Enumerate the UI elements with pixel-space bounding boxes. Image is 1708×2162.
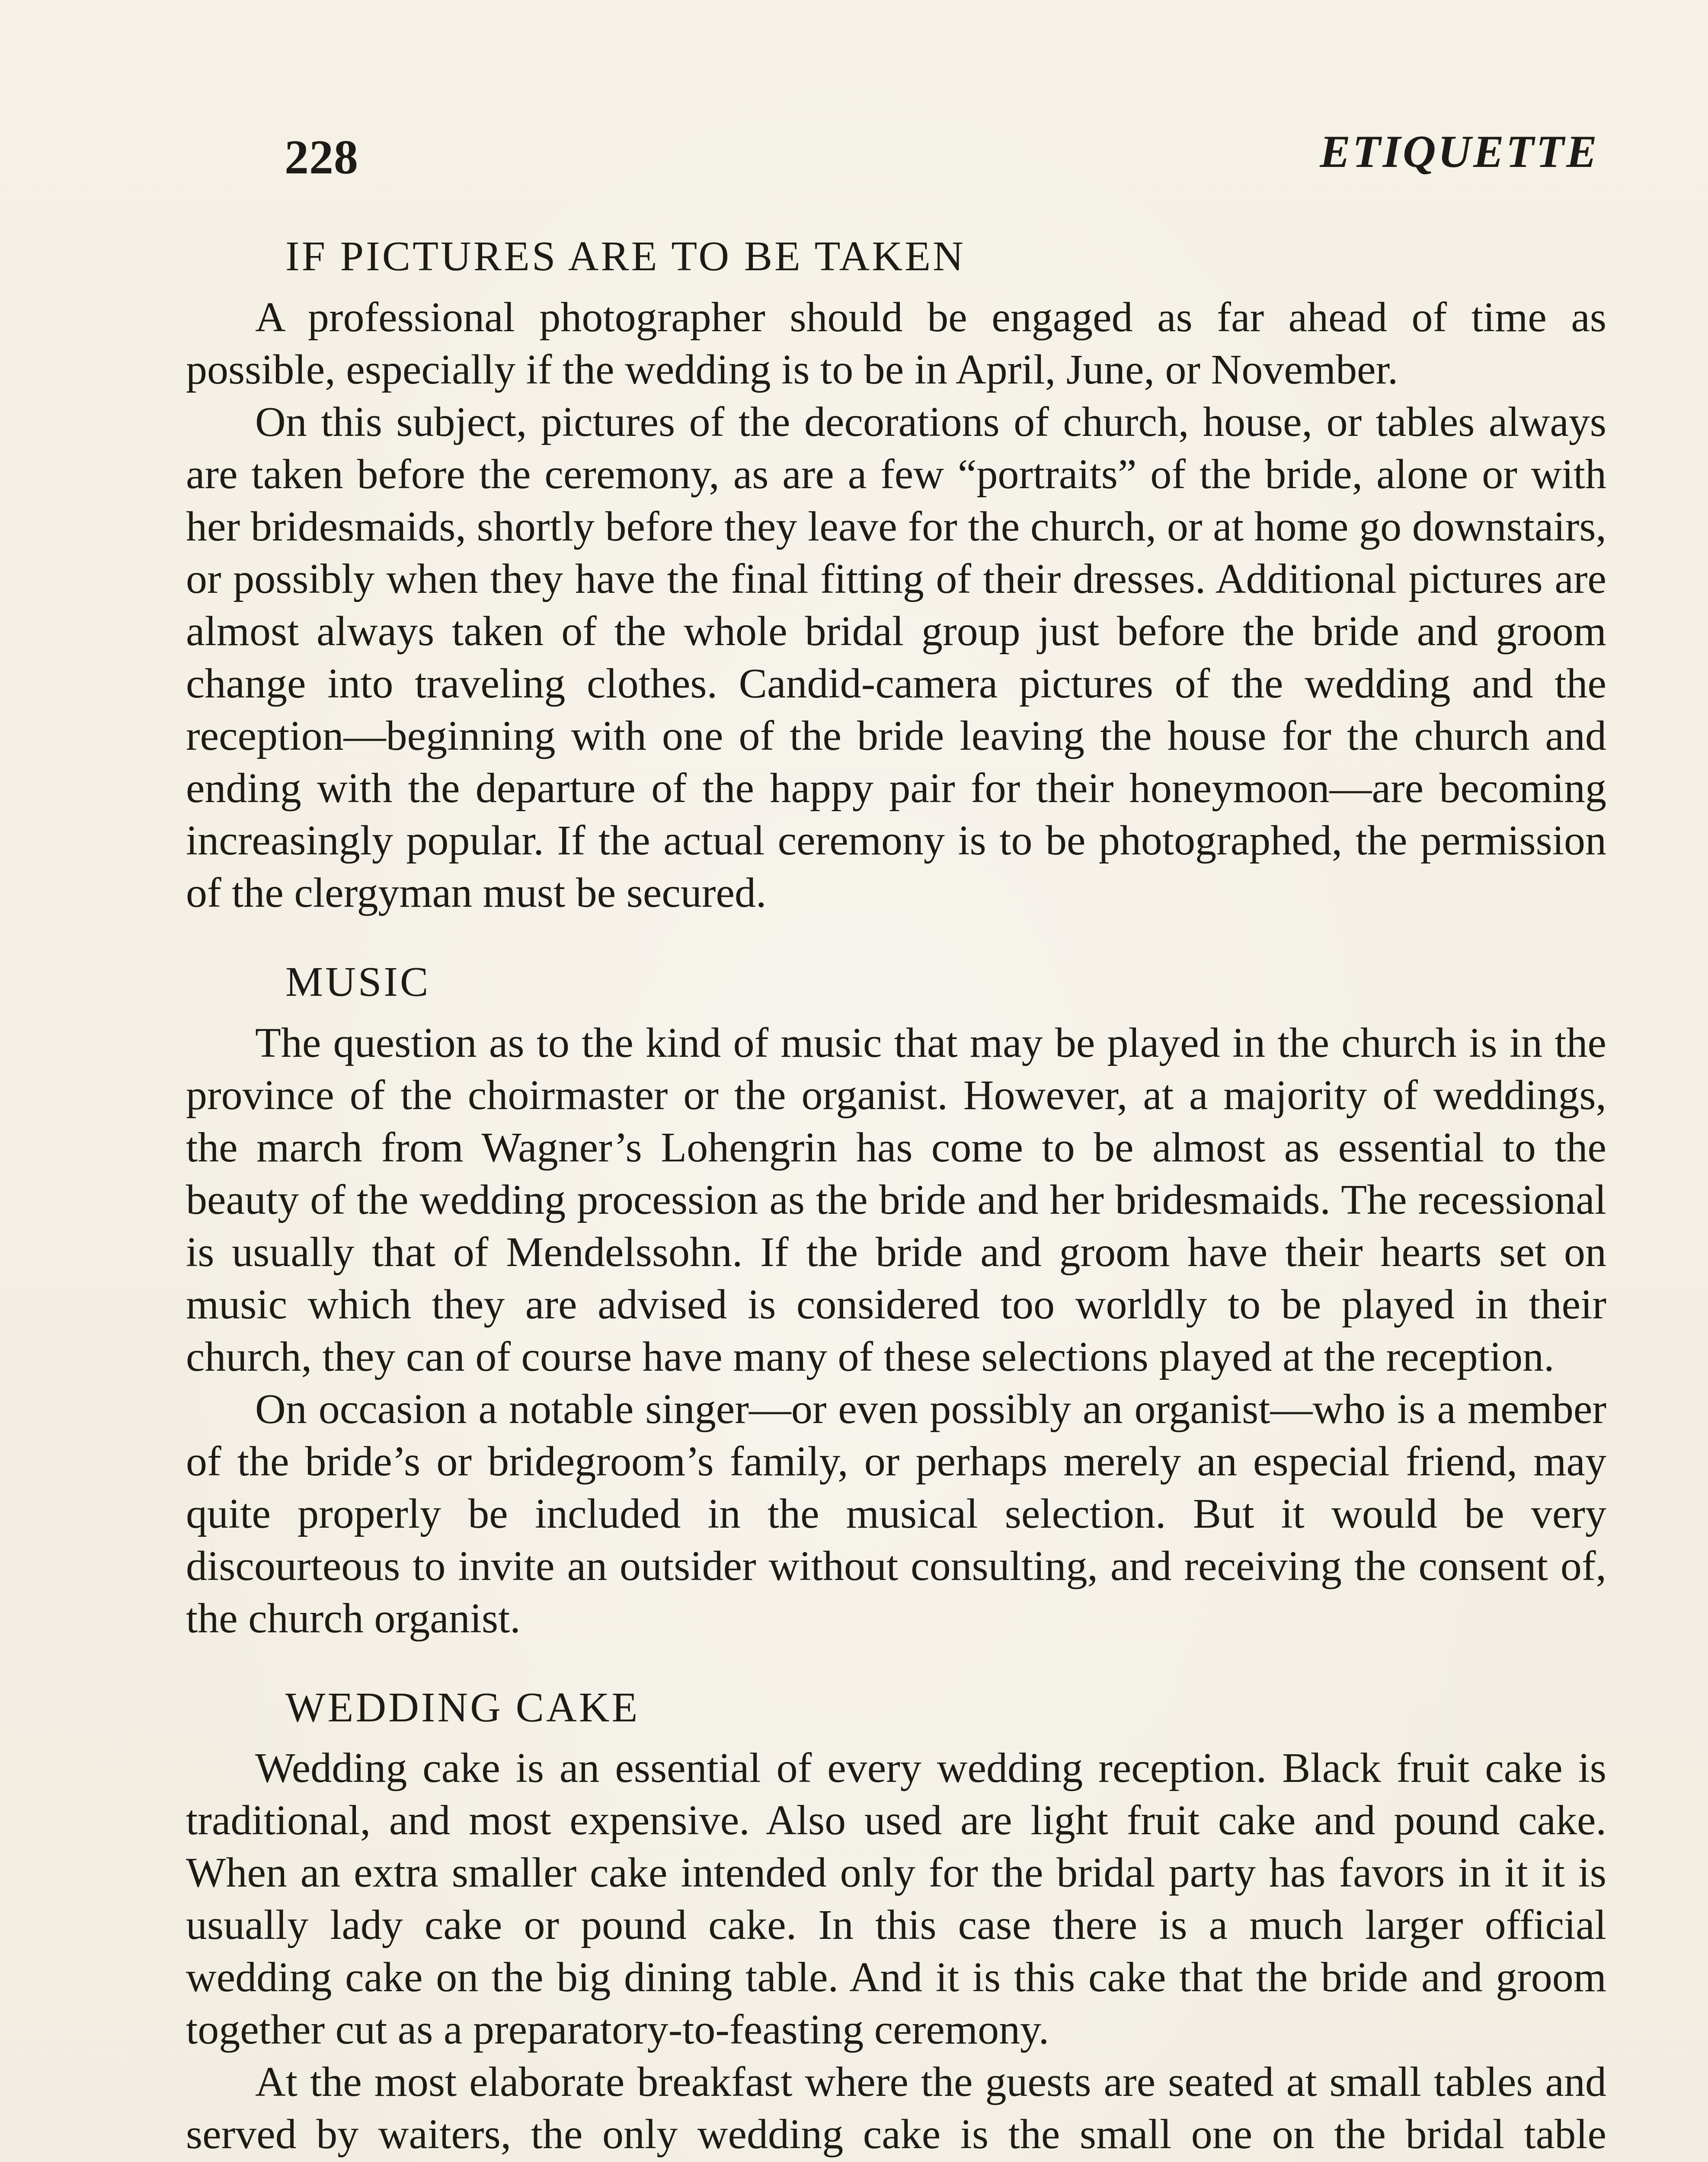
page-content xyxy=(186,233,1606,2162)
pictures-paragraph-2: On this subject, pictures of the decorations of church, house, or tables always are taken before the ceremony, as are a few “portraits” of the bride, alone or with her bridesmaids, shortly before they leave for the church, or at home go downstairs, or possibly when they have the final fitting of their dresses. Additional pictures are almost always taken of the whole bridal group just before the bride and groom change into traveling clothes. Candid-camera pictures of the wedding and the reception—beginning with one of the bride leaving the house for the church and ending with the departure of the happy pair for their honeymoon—are becoming increasingly popular. If the actual ceremony is to be photographed, the permission of the clergyman must be secured. xyxy=(186,398,1606,916)
music-paragraph-2: On occasion a notable singer—or even possibly an organist—who is a member of the bride’s or bridegroom’s family, or perhaps merely an especial friend, may quite properly be included in the musical selection. But it would be very discourteous to invite an outsider without consulting, and receiving the consent of, the church organist. xyxy=(186,1385,1606,1642)
music-paragraph-1: The question as to the kind of music that may be played in the church is in the province of the choirmaster or the organist. However, at a majority of weddings, the march from Wagner’s Lohengrin has come to be almost as essential to the beauty of the wedding procession as the bride and her bridesmaids. The recessional is usually that of Mendelssohn. If the bride and groom have their hearts set on music which they are advised is considered too worldly to be played in their church, they can of course have many of these selections played at the reception. xyxy=(186,1019,1606,1380)
page-number: 228 xyxy=(285,131,358,184)
pictures-section xyxy=(186,233,1606,919)
pictures-paragraph-1: A professional photographer should be engaged as far ahead of time as possible, especially if the wedding is to be in April, June, or November. xyxy=(186,294,1606,393)
music-section xyxy=(186,959,1606,1645)
wedding-cake-paragraph-2: At the most elaborate breakfast where the guests are seated at small tables and served by waiters, the only wedding cake is the small one on the bridal table xyxy=(186,2059,1606,2158)
page-header xyxy=(285,126,1599,190)
music-section-title: MUSIC xyxy=(285,958,431,1005)
pictures-section-title: IF PICTURES ARE TO BE TAKEN xyxy=(285,233,966,280)
running-head: ETIQUETTE xyxy=(1320,126,1599,177)
wedding-cake-paragraph-1: Wedding cake is an essential of every wedding reception. Black fruit cake is traditional, and most expensive. Also used are light fruit cake and pound cake. When an extra smaller cake intended only for the bridal party has favors in it it is usually lady cake or pound cake. In this case there is a much larger official wedding cake on the big dining table. And it is this cake that the bride and groom together cut as a preparatory-to-feasting ceremony. xyxy=(186,1745,1606,2053)
wedding-cake-section xyxy=(186,1685,1606,2162)
wedding-cake-section-title: WEDDING CAKE xyxy=(285,1684,640,1731)
